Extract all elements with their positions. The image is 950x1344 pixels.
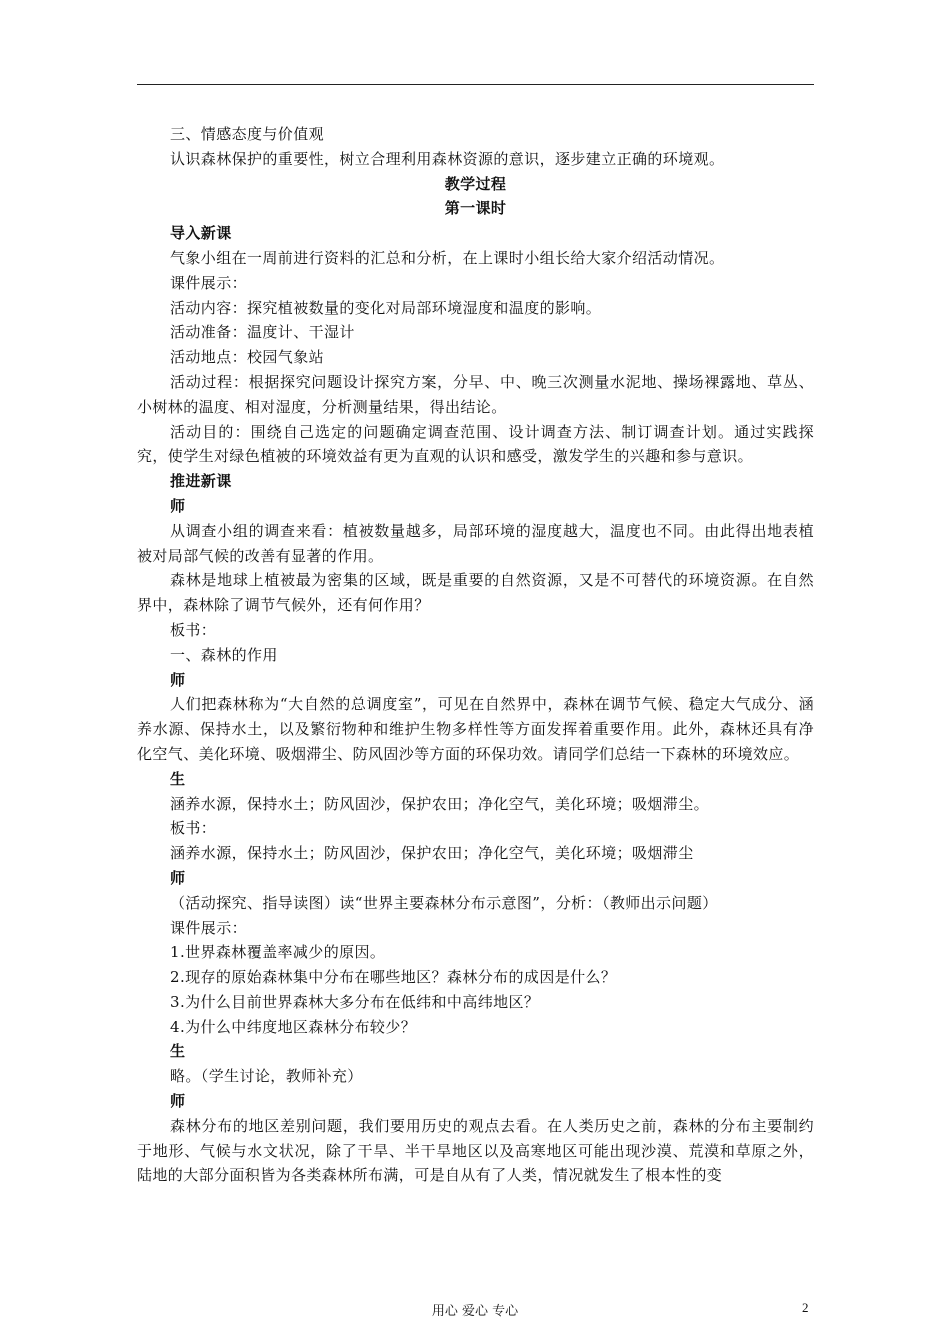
paragraph: 涵养水源，保持水土；防风固沙，保护农田；净化空气，美化环境；吸烟滞尘。 — [170, 794, 710, 813]
paragraph: 略。（学生讨论，教师补充） — [170, 1067, 363, 1086]
header-rule — [137, 84, 814, 85]
page-number: 2 — [802, 1300, 809, 1315]
subheading: 导入新课 — [170, 224, 232, 243]
paragraph: 课件展示： — [170, 273, 248, 292]
list-item: 4.为什么中纬度地区森林分布较少？ — [170, 1017, 417, 1036]
paragraph: 气象小组在一周前进行资料的汇总和分析，在上课时小组长给大家介绍活动情况。 — [170, 248, 725, 267]
speaker-label: 师 — [170, 496, 186, 515]
page-body — [137, 122, 814, 1188]
speaker-label: 师 — [170, 1092, 186, 1111]
paragraph: （活动探究、指导读图）读“世界主要森林分布示意图”，分析：（教师出示问题） — [170, 893, 718, 912]
subtitle: 第一课时 — [444, 199, 507, 218]
paragraph: 活动目的：围绕自己选定的问题确定调查范围、设计调查方法、制订调查计划。通过实践探究，使学生对绿色植被的环境效益有更为直观的认识和感受，激发学生的兴趣和参与意识。 — [137, 422, 814, 466]
footer-text: 用心 爱心 专心 — [431, 1304, 519, 1319]
speaker-label: 生 — [170, 769, 186, 788]
paragraph: 板书： — [170, 620, 217, 639]
list-item: 3.为什么目前世界森林大多分布在低纬和中高纬地区？ — [170, 992, 540, 1011]
paragraph: 课件展示： — [170, 918, 248, 937]
paragraph: 认识森林保护的重要性，树立合理利用森林资源的意识，逐步建立正确的环境观。 — [170, 149, 725, 168]
paragraph: 涵养水源，保持水土；防风固沙，保护农田；净化空气，美化环境；吸烟滞尘 — [170, 844, 694, 863]
paragraph: 活动内容：探究植被数量的变化对局部环境湿度和温度的影响。 — [170, 298, 602, 317]
subheading: 推进新课 — [170, 472, 232, 491]
speaker-label: 生 — [170, 1042, 186, 1061]
paragraph: 活动地点：校园气象站 — [170, 348, 325, 367]
speaker-label: 师 — [170, 868, 186, 887]
section-heading: 三、情感态度与价值观 — [170, 125, 325, 143]
paragraph: 森林是地球上植被最为密集的区域，既是重要的自然资源，又是不可替代的环境资源。在自然界中，森林除了调节气候外，还有何作用？ — [137, 571, 814, 615]
paragraph: 森林分布的地区差别问题，我们要用历史的观点去看。在人类历史之前，森林的分布主要制约于地形、气候与水文状况，除了干旱、半干旱地区以及高寒地区可能出现沙漠、荒漠和草原之外，陆地的大部分面积皆为各类森林所布满，可是自从有了人类，情况就发生了根本性的变 — [137, 1116, 814, 1185]
title: 教学过程 — [444, 174, 507, 193]
paragraph: 一、森林的作用 — [170, 645, 278, 664]
paragraph: 板书： — [170, 819, 217, 838]
speaker-label: 师 — [170, 670, 186, 689]
paragraph: 活动过程：根据探究问题设计探究方案，分早、中、晚三次测量水泥地、操场裸露地、草丛、小树林的温度、相对湿度，分析测量结果，得出结论。 — [137, 372, 814, 416]
paragraph: 从调查小组的调查来看：植被数量越多，局部环境的湿度越大，温度也不同。由此得出地表植被对局部气候的改善有显著的作用。 — [137, 521, 814, 565]
list-item: 1.世界森林覆盖率减少的原因。 — [170, 943, 386, 962]
list-item: 2.现存的原始森林集中分布在哪些地区？森林分布的成因是什么？ — [170, 968, 617, 987]
paragraph: 人们把森林称为“大自然的总调度室”，可见在自然界中，森林在调节气候、稳定大气成分、涵养水源、保持水土，以及繁衍物种和维护生物多样性等方面发挥着重要作用。此外，森林还具有净化空气、美化环境、吸烟滞尘、防风固沙等方面的环保功效。请同学们总结一下森林的环境效应。 — [137, 695, 814, 763]
paragraph: 活动准备：温度计、干湿计 — [170, 323, 355, 342]
